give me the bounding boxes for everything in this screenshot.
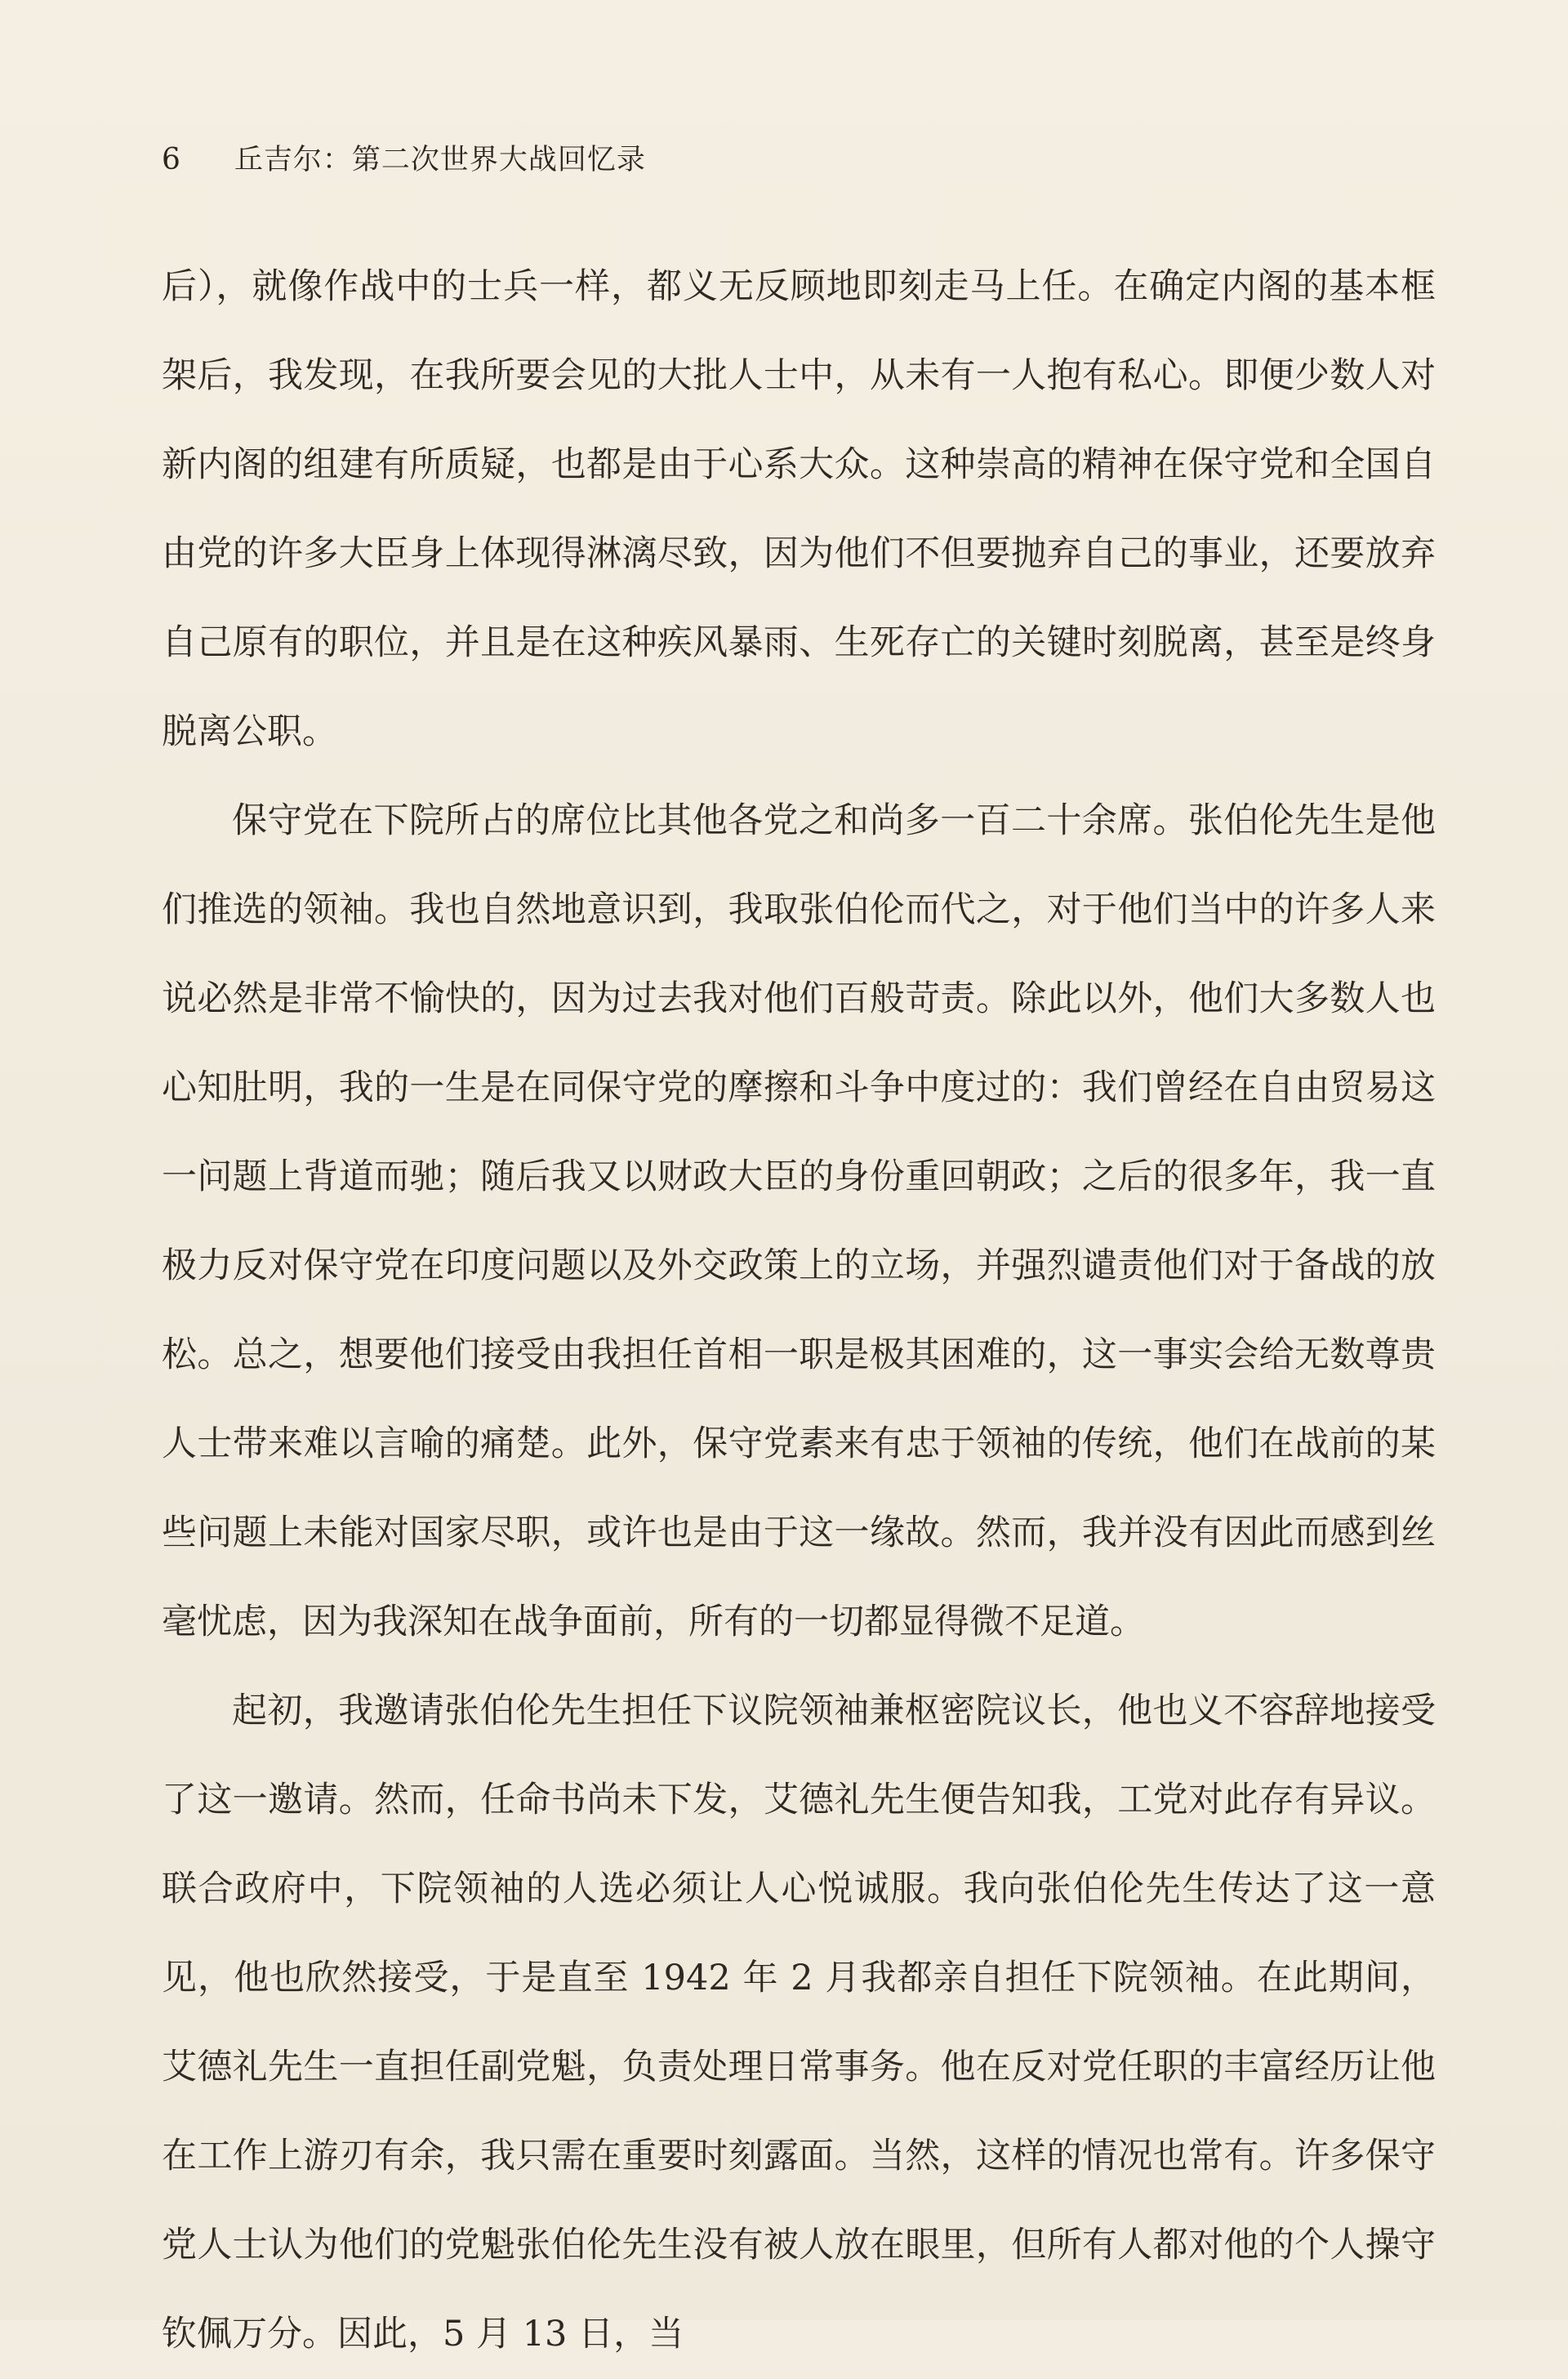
paragraph-1: 后），就像作战中的士兵一样，都义无反顾地即刻走马上任。在确定内阁的基本框架后，我发现，在我所要会见的大批人士中，从未有一人抱有私心。即便少数人对新内阁的组建有所质疑，也都是由于心系大众。这种崇高的精神在保守党和全国自由党的许多大臣身上体现得淋漓尽致，因为他们不但要抛弃自己的事业，还要放弃自己原有的职位，并且是在这种疾风暴雨、生死存亡的关键时刻脱离，甚至是终身脱离公职。 [162, 266, 1436, 752]
running-title: 丘吉尔：第二次世界大战回忆录 [234, 143, 646, 176]
paragraph-2: 保守党在下院所占的席位比其他各党之和尚多一百二十余席。张伯伦先生是他们推选的领袖。我也自然地意识到，我取张伯伦而代之，对于他们当中的许多人来说必然是非常不愉快的，因为过去我对他们百般苛责。除此以外，他们大多数人也心知肚明，我的一生是在同保守党的摩擦和斗争中度过的：我们曾经在自由贸易这一问题上背道而驰；随后我又以财政大臣的身份重回朝政；之后的很多年，我一直极力反对保守党在印度问题以及外交政策上的立场，并强烈谴责他们对于备战的放松。总之，想要他们接受由我担任首相一职是极其困难的，这一事实会给无数尊贵人士带来难以言喻的痛楚。此外，保守党素来有忠于领袖的传统，他们在战前的某些问题上未能对国家尽职，或许也是由于这一缘故。然而，我并没有因此而感到丝毫忧虑，因为我深知在战争面前，所有的一切都显得微不足道。 [162, 800, 1436, 1642]
page-body [162, 243, 1436, 2354]
paragraph-3: 起初，我邀请张伯伦先生担任下议院领袖兼枢密院议长，他也义不容辞地接受了这一邀请。然而，任命书尚未下发，艾德礼先生便告知我，工党对此存有异议。联合政府中，下院领袖的人选必须让人心悦诚服。我向张伯伦先生传达了这一意见，他也欣然接受，于是直至 1942 年 2 月我都亲自担任下院领袖。在此期间，艾德礼先生一直担任副党魁，负责处理日常事务。他在反对党任职的丰富经历让他在工作上游刃有余，我只需在重要时刻露面。当然，这样的情况也常有。许多保守党人士认为他们的党魁张伯伦先生没有被人放在眼里，但所有人都对他的个人操守钦佩万分。因此，5 月 13 日，当 [162, 1691, 1436, 2354]
page-header [162, 131, 646, 189]
page-number: 6 [162, 143, 180, 176]
